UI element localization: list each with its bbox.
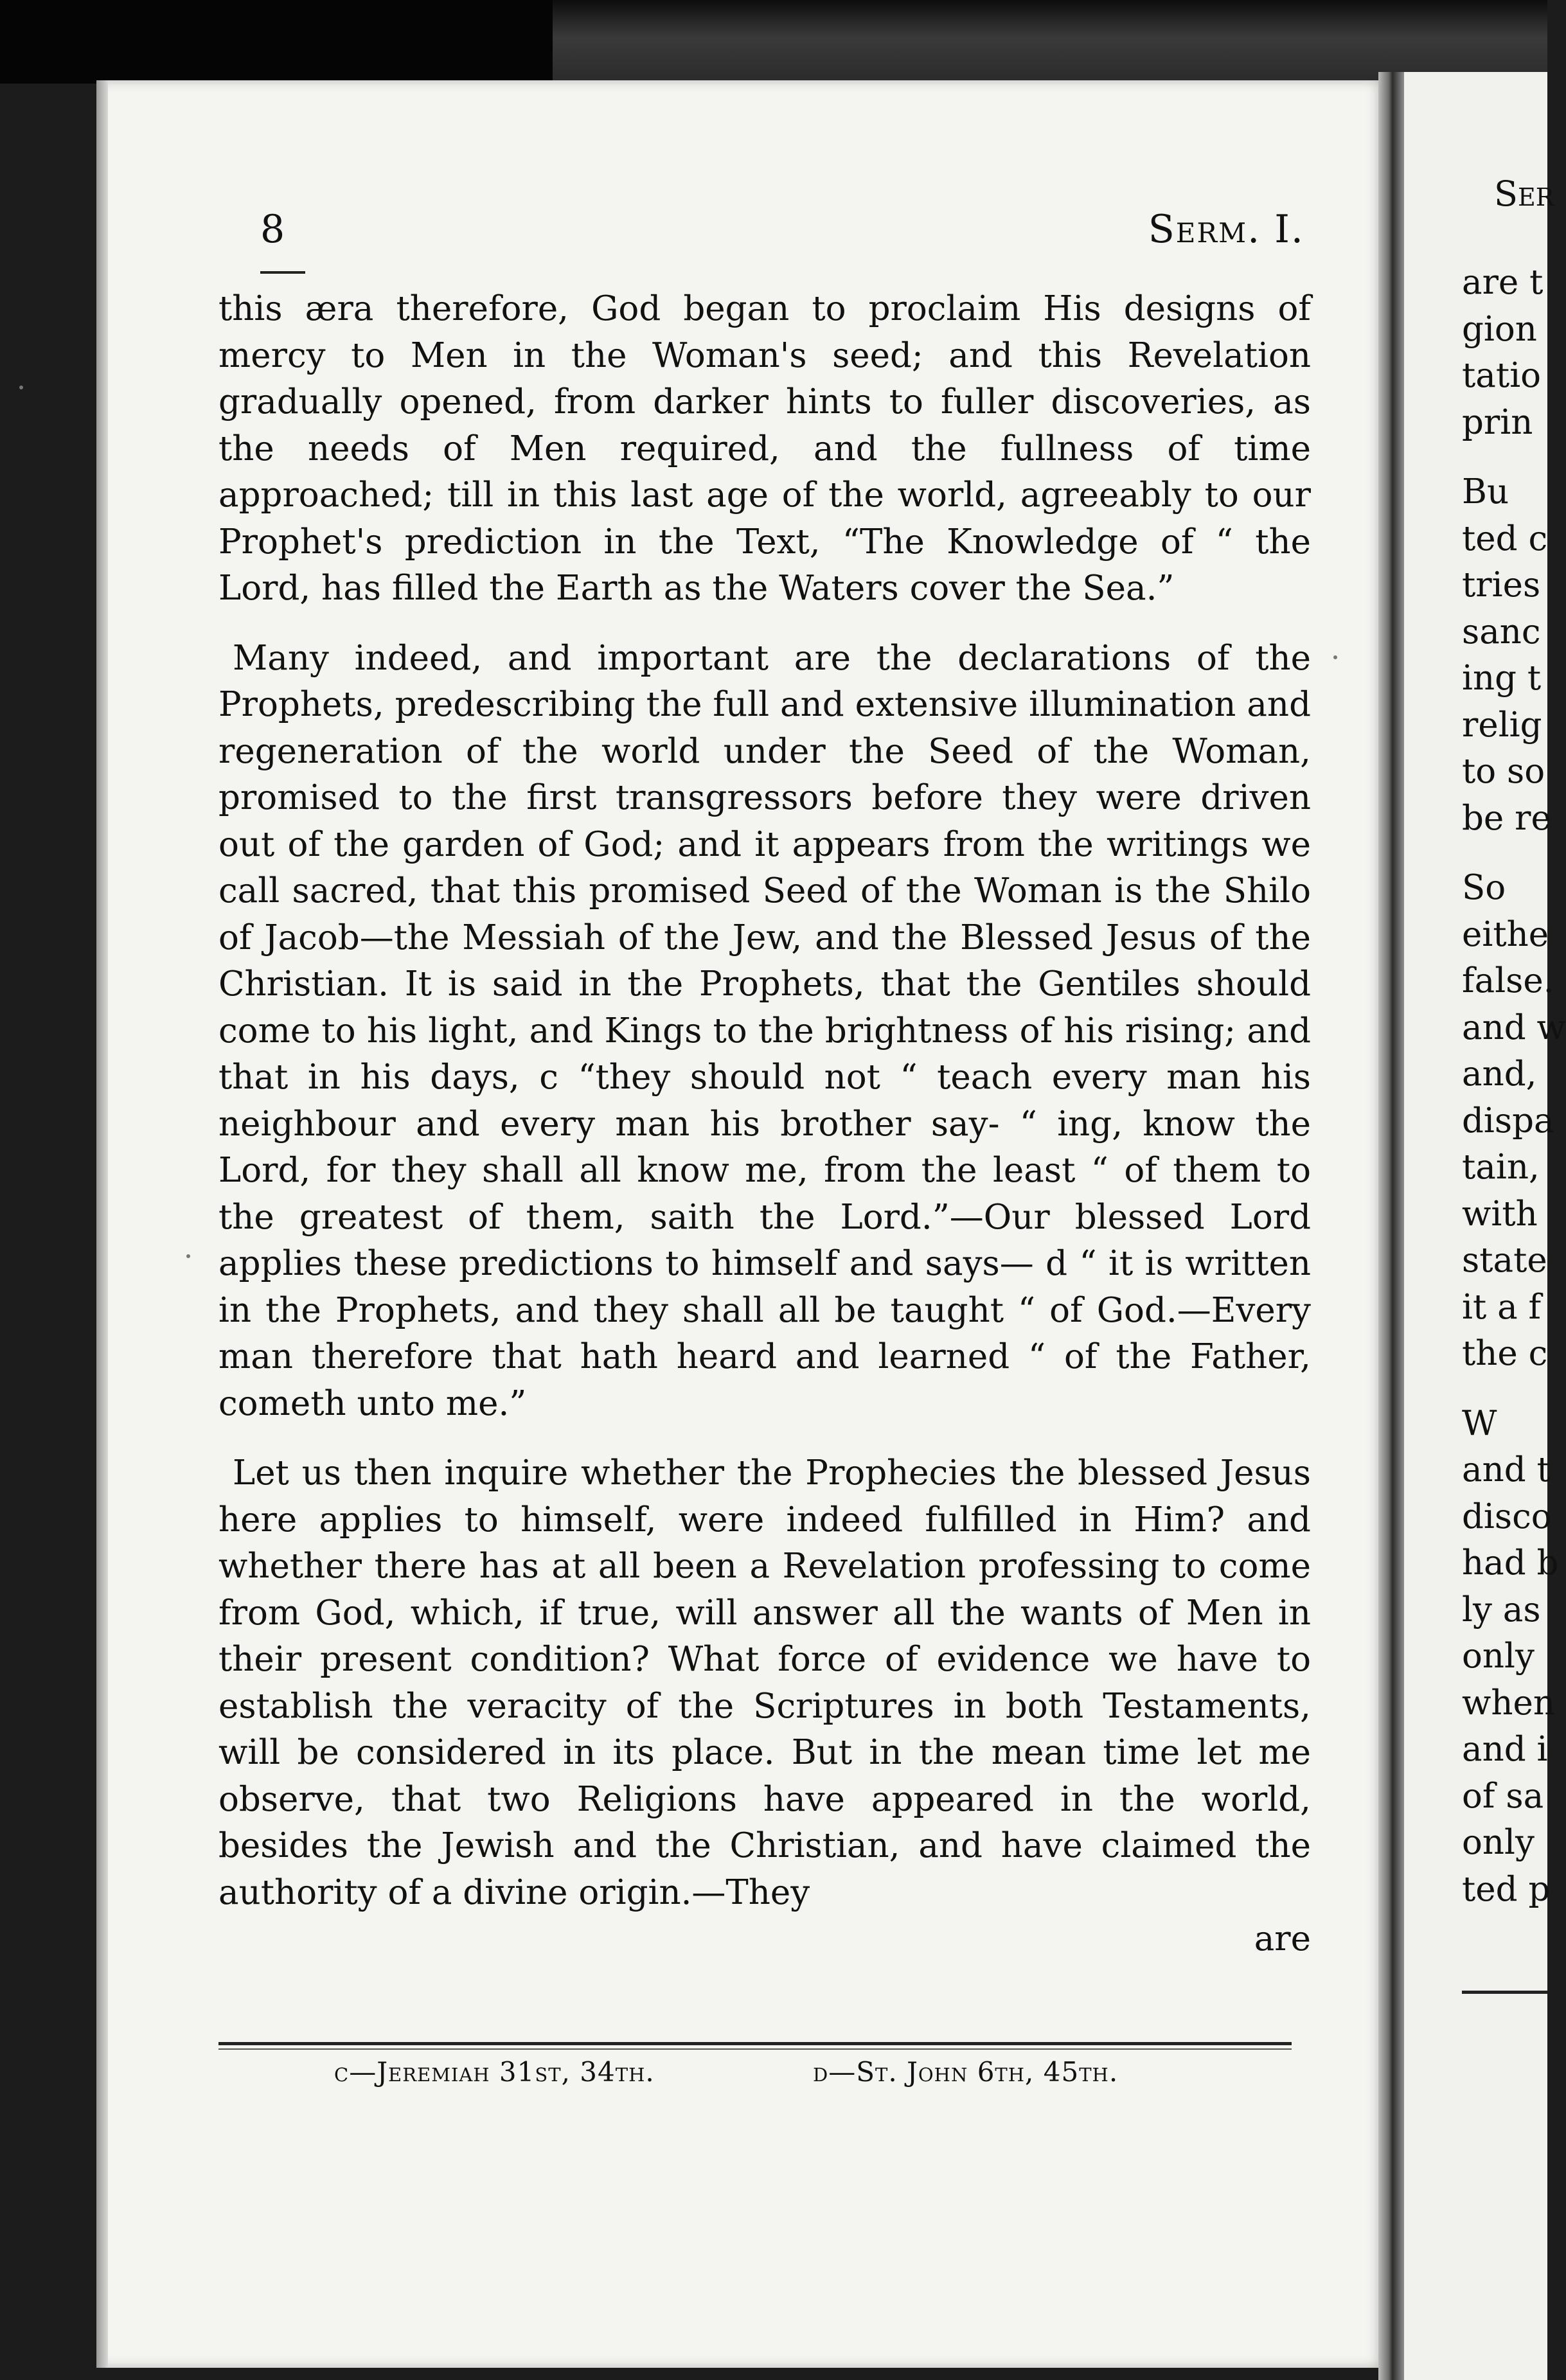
footnote-rule-thin	[218, 2048, 1292, 2050]
right-page-line: only	[1462, 1823, 1535, 1862]
right-page-running-head: Ser	[1494, 173, 1554, 214]
right-page-line: are t	[1462, 263, 1544, 302]
right-page-line: be re	[1462, 798, 1551, 838]
right-page-line: had b	[1462, 1543, 1559, 1583]
right-page-line: false.	[1462, 961, 1554, 1000]
scan-speck	[186, 1254, 190, 1258]
book-gutter	[1378, 72, 1404, 2380]
header-rule	[260, 271, 305, 274]
right-page-line: disco	[1462, 1496, 1552, 1536]
footnote-c: c—Jeremiah 31st, 34th.	[334, 2056, 655, 2088]
right-page-line: when	[1462, 1683, 1555, 1723]
right-page-line: only	[1462, 1637, 1535, 1676]
right-page-footnote-rule	[1462, 1991, 1547, 1994]
right-page-line: with	[1462, 1194, 1538, 1234]
scan-speck	[19, 386, 23, 389]
right-page-line: W	[1462, 1403, 1497, 1443]
right-page-line	[1462, 446, 1547, 469]
right-page-line: and t	[1462, 1450, 1551, 1489]
page-edge	[96, 80, 108, 2368]
right-page-line: state	[1462, 1241, 1547, 1280]
body-text	[218, 286, 1311, 1958]
right-page-text-fragment	[1462, 260, 1566, 1913]
right-page-line: gion	[1462, 309, 1537, 349]
right-page-line	[1462, 1378, 1547, 1401]
page-header	[260, 207, 1304, 258]
right-page-line: tain,	[1462, 1148, 1540, 1187]
right-page-line: it a f	[1462, 1287, 1542, 1327]
scan-border-top-dark	[0, 0, 553, 84]
right-page-line: and,	[1462, 1054, 1537, 1094]
right-page-line: prin	[1462, 402, 1533, 442]
paragraph-3: Let us then inquire whether the Prophecies the blessed Jesus here applies to himself, were indeed fulfilled in Him? and whether there has at all been a Revelation professing to come from God, which, if true, will answer all the wants of Men in their present condition? What force of evidence we have to establish the veracity of the Scriptures in both Testaments, will be considered in its place. But in the mean time let me observe, that two Religions have appeared in the world, besides the Jewish and the Christian, and have claimed the authority of a divine origin.—They	[218, 1453, 1311, 1912]
right-page-line: and i	[1462, 1730, 1548, 1769]
right-page-line: eithe	[1462, 914, 1549, 954]
right-page-line: relig	[1462, 705, 1542, 745]
right-page-line: and w	[1462, 1008, 1566, 1047]
page-number: 8	[260, 207, 285, 252]
right-page-line: ted p	[1462, 1869, 1551, 1909]
right-page-line: ted c	[1462, 519, 1548, 558]
running-head: Serm. I.	[1148, 207, 1304, 252]
right-page-line	[1462, 842, 1547, 865]
right-page-line: Bu	[1462, 472, 1509, 511]
footnote-rule	[218, 2042, 1292, 2045]
right-page-line: tatio	[1462, 356, 1542, 395]
right-page-line: of sa	[1462, 1776, 1544, 1816]
right-page-line: sanc	[1462, 612, 1541, 652]
right-page-line: ly as	[1462, 1590, 1541, 1630]
right-page-line: ing t	[1462, 659, 1542, 698]
right-page-line: tries	[1462, 565, 1541, 605]
right-page-line: So	[1462, 868, 1506, 907]
right-page-line: to so	[1462, 752, 1545, 791]
paragraph-1: this æra therefore, God began to proclaim His designs of mercy to Men in the Woman's seed; and this Revelation gradually opened, from darker hints to fuller discoveries, as the needs of Men required, and the fullness of time approached; till in this last age of the world, agreeably to our Prophet's prediction in the Text, “The Knowledge of “ the Lord, has filled the Earth as the Waters cover the Sea.”	[218, 289, 1311, 608]
paragraph-2: Many indeed, and important are the declarations of the Prophets, predescribing the full and extensive illumination and regeneration of the world under the Seed of the Woman, promised to the first transgressors before they were driven out of the garden of God; and it appears from the writings we call sacred, that this promised Seed of the Woman is the Shilo of Jacob—the Messiah of the Jew, and the Blessed Jesus of the Christian. It is said in the Prophets, that the Gentiles should come to his light, and Kings to the brightness of his rising; and that in his days, c “they should not “ teach every man his neighbour and every man his brother say- “ ing, know the Lord, for they shall all know me, from the least “ of them to the greatest of them, saith the Lord.”—Our blessed Lord applies these predictions to himself and says— d “ it is written in the Prophets, and they shall all be taught “ of God.—Every man therefore that hath heard and learned “ of the Father, cometh unto me.”	[218, 638, 1311, 1423]
scan-speck	[1333, 655, 1337, 659]
right-page-line: dispa	[1462, 1101, 1554, 1141]
catchword: are	[1254, 1919, 1311, 1958]
right-page-line: the c	[1462, 1334, 1548, 1373]
footnote-d: d—St. John 6th, 45th.	[813, 2056, 1119, 2088]
